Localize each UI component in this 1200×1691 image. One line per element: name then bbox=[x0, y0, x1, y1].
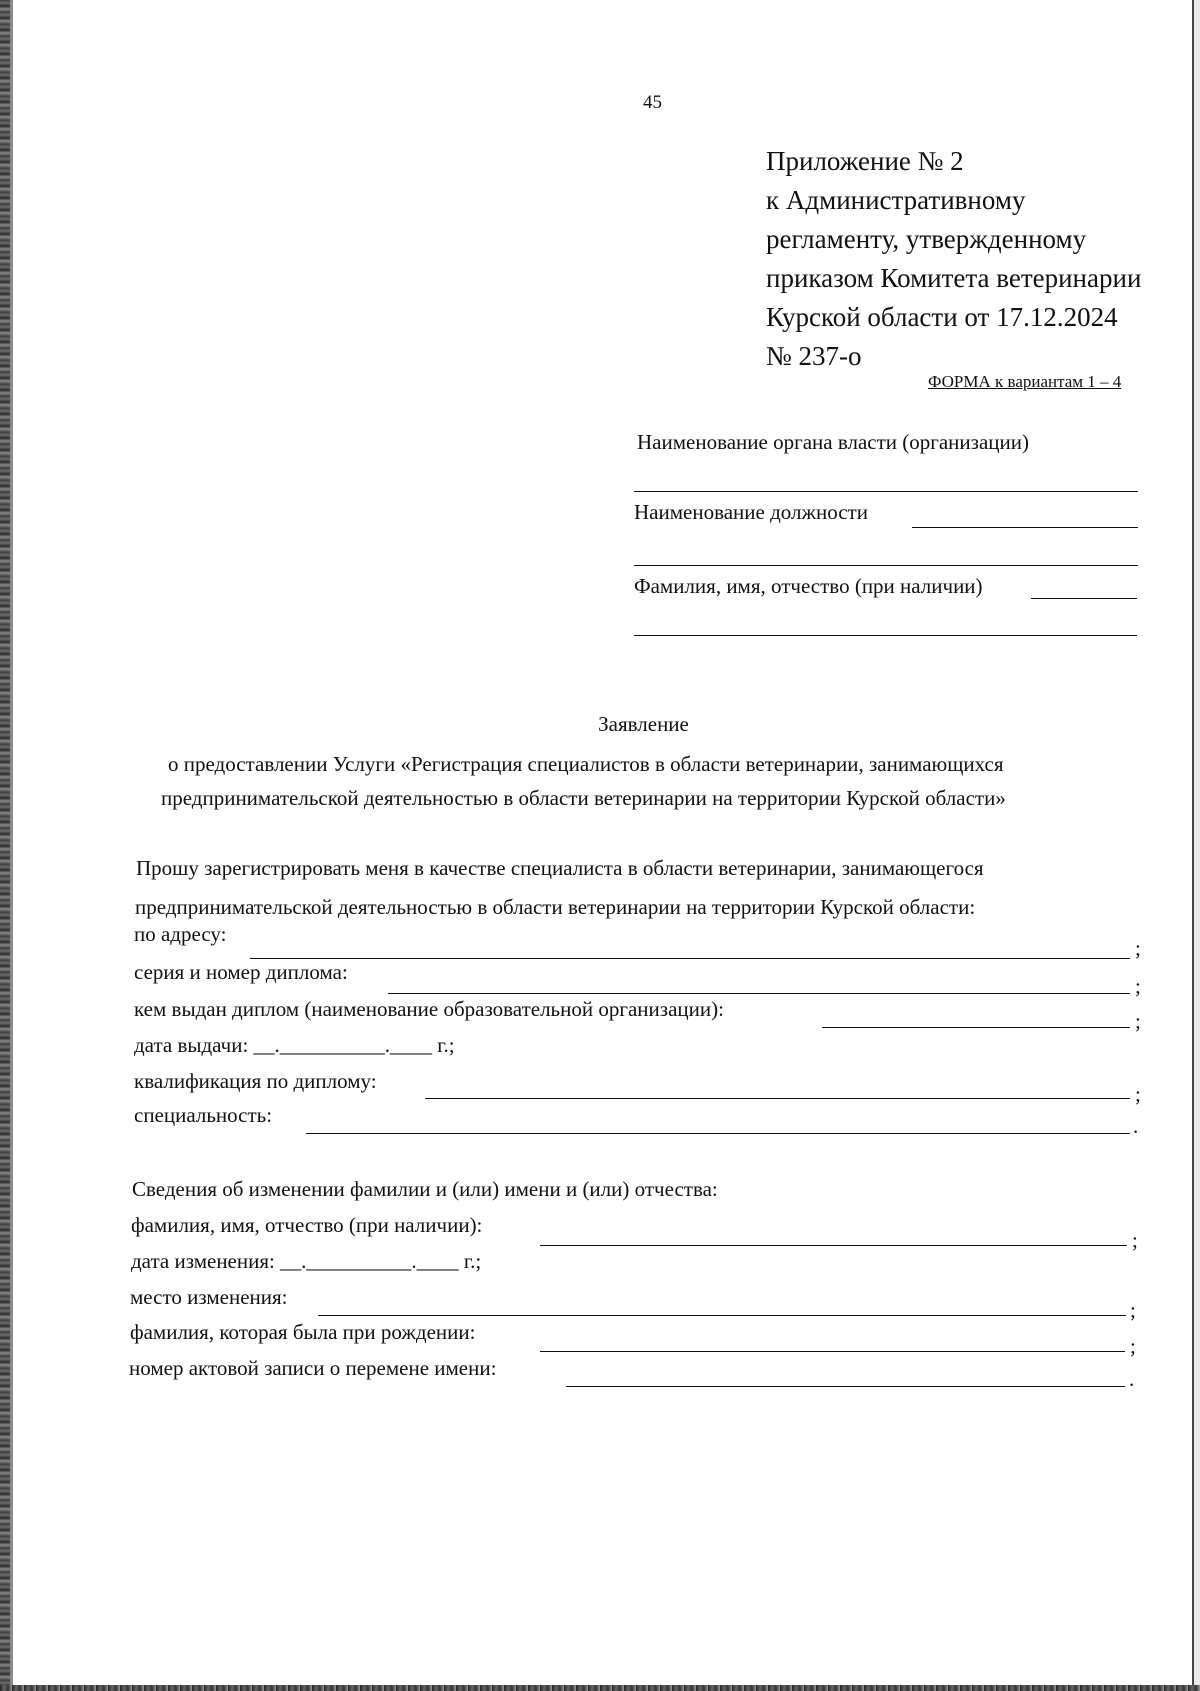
name-change-heading: Сведения об изменении фамилии и (или) имени и (или) отчества: bbox=[132, 1177, 718, 1201]
appendix-line: Курской области от 17.12.2024 bbox=[766, 302, 1118, 332]
birth-surname-semicolon: ; bbox=[1130, 1334, 1136, 1358]
statement-subtitle-line-2: предпринимательской деятельностью в области ветеринарии на территории Курской области» bbox=[161, 786, 1006, 810]
change-place-label: место изменения: bbox=[130, 1285, 288, 1309]
authority-field[interactable] bbox=[634, 491, 1138, 492]
name-change-fio-semicolon: ; bbox=[1132, 1228, 1138, 1252]
request-text-line-1: Прошу зарегистрировать меня в качестве специалиста в области ветеринарии, занимающегося bbox=[136, 856, 984, 880]
record-number-label: номер актовой записи о перемене имени: bbox=[129, 1356, 497, 1380]
form-variant-label: ФОРМА к вариантам 1 – 4 bbox=[928, 372, 1122, 391]
diploma-issuer-semicolon: ; bbox=[1135, 1009, 1141, 1033]
address-field[interactable] bbox=[250, 958, 1130, 959]
birth-surname-field[interactable] bbox=[540, 1351, 1125, 1352]
address-label: по адресу: bbox=[134, 922, 227, 946]
scan-edge-bottom bbox=[0, 1685, 1200, 1691]
specialty-period: . bbox=[1133, 1114, 1139, 1138]
appendix-block bbox=[766, 142, 1141, 376]
issue-date-label: дата выдачи: __.__________.____ г.; bbox=[134, 1033, 455, 1057]
diploma-number-label: серия и номер диплома: bbox=[134, 960, 348, 984]
position-field-continued[interactable] bbox=[634, 565, 1138, 566]
position-label: Наименование должности bbox=[634, 500, 868, 524]
qualification-field[interactable] bbox=[425, 1098, 1130, 1099]
address-semicolon: ; bbox=[1135, 936, 1141, 960]
birth-surname-label: фамилия, которая была при рождении: bbox=[130, 1320, 476, 1344]
scan-edge-left bbox=[0, 0, 10, 1691]
diploma-number-semicolon: ; bbox=[1135, 974, 1141, 998]
change-place-semicolon: ; bbox=[1130, 1298, 1136, 1322]
name-change-fio-label: фамилия, имя, отчество (при наличии): bbox=[131, 1213, 483, 1237]
scan-edge-left-inner bbox=[10, 0, 13, 1691]
fio-label: Фамилия, имя, отчество (при наличии) bbox=[634, 574, 983, 598]
appendix-line: приказом Комитета ветеринарии bbox=[766, 263, 1142, 293]
diploma-issuer-label: кем выдан диплом (наименование образовательной организации): bbox=[134, 997, 724, 1021]
specialty-field[interactable] bbox=[306, 1133, 1130, 1134]
appendix-line: регламенту, утвержденному bbox=[766, 224, 1087, 254]
record-number-period: . bbox=[1129, 1367, 1135, 1391]
record-number-field[interactable] bbox=[566, 1386, 1125, 1387]
fio-field[interactable] bbox=[1031, 598, 1137, 599]
fio-field-continued[interactable] bbox=[634, 635, 1137, 636]
change-date-label: дата изменения: __.__________.____ г.; bbox=[131, 1249, 482, 1273]
authority-label: Наименование органа власти (организации) bbox=[637, 430, 1029, 454]
diploma-issuer-field[interactable] bbox=[822, 1027, 1130, 1028]
scan-edge-right bbox=[1192, 0, 1200, 1691]
statement-title: Заявление bbox=[598, 712, 689, 736]
qualification-label: квалификация по диплому: bbox=[134, 1069, 377, 1093]
request-text-line-2: предпринимательской деятельностью в области ветеринарии на территории Курской области: bbox=[135, 895, 976, 919]
qualification-semicolon: ; bbox=[1135, 1082, 1141, 1106]
page-number: 45 bbox=[643, 92, 662, 113]
appendix-line: № 237-о bbox=[766, 341, 862, 371]
statement-subtitle-line-1: о предоставлении Услуги «Регистрация специалистов в области ветеринарии, занимающихся bbox=[168, 752, 1004, 776]
position-field[interactable] bbox=[912, 527, 1138, 528]
specialty-label: специальность: bbox=[134, 1103, 273, 1127]
appendix-line: к Административному bbox=[766, 185, 1026, 215]
name-change-fio-field[interactable] bbox=[540, 1245, 1127, 1246]
change-place-field[interactable] bbox=[318, 1315, 1126, 1316]
appendix-line: Приложение № 2 bbox=[766, 146, 964, 176]
diploma-number-field[interactable] bbox=[388, 993, 1130, 994]
